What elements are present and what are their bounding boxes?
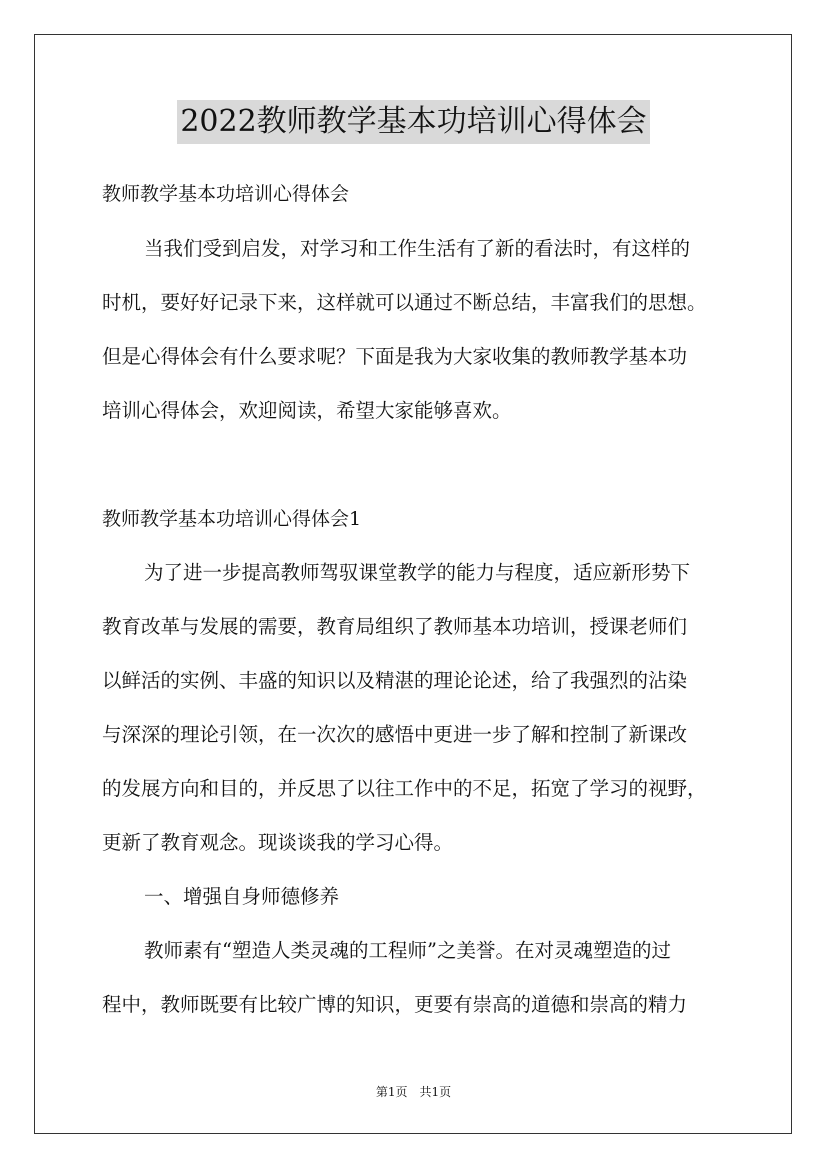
title-container bbox=[0, 100, 827, 144]
section-1-line-2: 教育改革与发展的需要，教育局组织了教师基本功培训，授课老师们 bbox=[102, 615, 688, 638]
section-1-line-4: 与深深的理论引领，在一次次的感悟中更进一步了解和控制了新课改 bbox=[102, 723, 688, 746]
section-1-line-6: 更新了教育观念。现谈谈我的学习心得。 bbox=[102, 831, 454, 854]
point-1-line-2: 程中，教师既要有比较广博的知识，更要有崇高的道德和崇高的精力 bbox=[102, 993, 688, 1016]
section-1-line-3: 以鲜活的实例、丰盛的知识以及精湛的理论论述，给了我强烈的沾染 bbox=[102, 669, 688, 692]
document-title: 2022教师教学基本功培训心得体会 bbox=[177, 100, 649, 144]
intro-line-1: 当我们受到启发，对学习和工作生活有了新的看法时，有这样的 bbox=[144, 237, 691, 260]
intro-subheading: 教师教学基本功培训心得体会 bbox=[102, 183, 350, 205]
section-1-subheading: 教师教学基本功培训心得体会1 bbox=[102, 508, 362, 530]
point-1-line-1: 教师素有“塑造人类灵魂的工程师”之美誉。在对灵魂塑造的过 bbox=[144, 939, 671, 962]
intro-line-4: 培训心得体会，欢迎阅读，希望大家能够喜欢。 bbox=[102, 399, 512, 422]
point-1-heading: 一、增强自身师德修养 bbox=[144, 885, 340, 908]
section-1-line-1: 为了进一步提高教师驾驭课堂教学的能力与程度，适应新形势下 bbox=[144, 561, 691, 584]
page-footer: 第1页 共1页 bbox=[375, 1085, 452, 1099]
intro-line-2: 时机，要好好记录下来，这样就可以通过不断总结，丰富我们的思想。 bbox=[102, 291, 707, 314]
intro-line-3: 但是心得体会有什么要求呢？下面是我为大家收集的教师教学基本功 bbox=[102, 345, 688, 368]
section-1-line-5: 的发展方向和目的，并反思了以往工作中的不足，拓宽了学习的视野， bbox=[102, 777, 707, 800]
